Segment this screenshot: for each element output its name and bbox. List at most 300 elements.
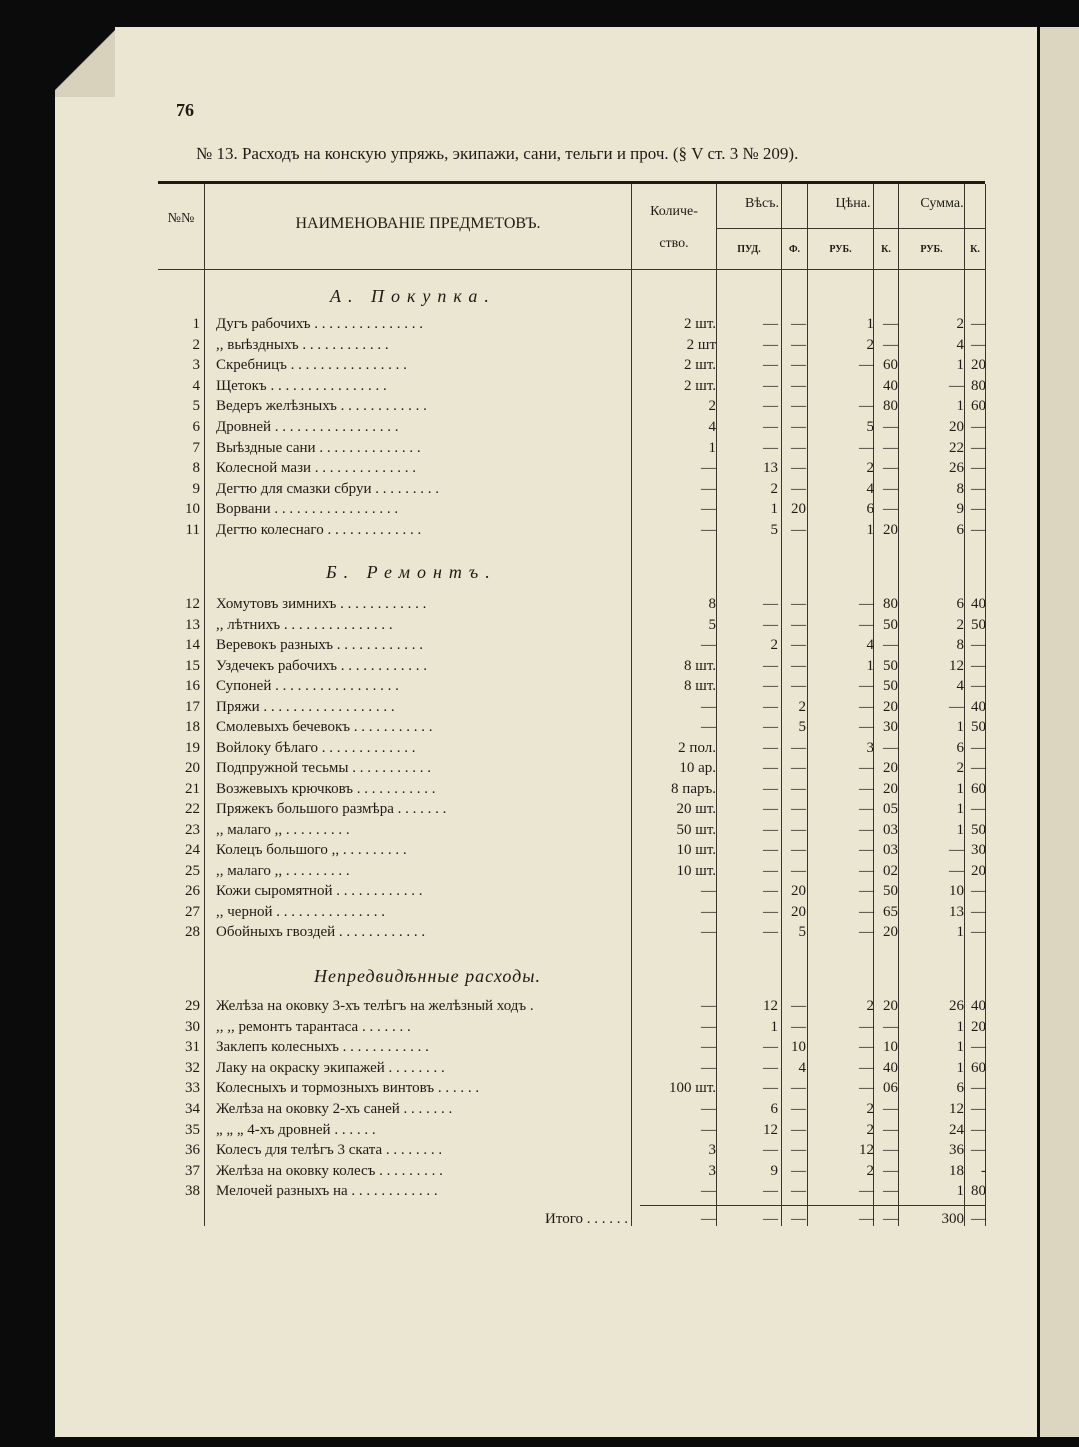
- row-number: 32: [185, 1059, 200, 1076]
- total-price-rub: —: [859, 1211, 874, 1227]
- item-sum-k: 80: [971, 1183, 986, 1200]
- item-price-k: —: [883, 460, 898, 477]
- item-sum-k: —: [971, 419, 986, 435]
- item-weight-pud: —: [763, 616, 778, 633]
- total-qty: —: [701, 1211, 716, 1227]
- item-name: Уздечекъ рабочихъ . . . . . . . . . . . .: [216, 657, 428, 674]
- item-weight-f: —: [791, 1142, 806, 1159]
- item-weight-f: —: [791, 739, 806, 756]
- item-weight-pud: —: [763, 439, 778, 456]
- section-heading-unforeseen: Непредвидѣнные расходы.: [314, 966, 541, 986]
- item-weight-pud: —: [763, 821, 778, 838]
- table-row: [158, 996, 985, 1016]
- item-weight-f: —: [791, 1121, 806, 1138]
- item-sum-rub: —: [949, 842, 964, 858]
- item-weight-f: —: [791, 357, 806, 374]
- item-qty: 50 шт.: [676, 821, 716, 838]
- item-qty: 8 шт.: [684, 678, 716, 694]
- table-row: [158, 676, 985, 696]
- item-qty: —: [701, 719, 716, 735]
- item-name: ,, выѣздныхъ . . . . . . . . . . . .: [216, 336, 389, 353]
- item-name: Хомутовъ зимнихъ . . . . . . . . . . . .: [216, 596, 427, 612]
- item-price-k: 50: [883, 657, 898, 674]
- item-price-k: —: [883, 739, 898, 756]
- table-row: [158, 1099, 985, 1119]
- item-sum-rub: 4: [956, 336, 964, 353]
- item-qty: 100 шт.: [669, 1080, 716, 1097]
- item-qty: 2 пол.: [678, 739, 716, 756]
- table-row: [158, 520, 985, 540]
- row-number: 22: [185, 801, 200, 817]
- item-sum-rub: 1: [956, 821, 964, 838]
- item-weight-f: 5: [798, 719, 806, 735]
- item-weight-pud: —: [763, 377, 778, 394]
- item-name: Пряжи . . . . . . . . . . . . . . . . . .: [216, 698, 395, 715]
- item-sum-k: —: [971, 480, 986, 497]
- item-sum-rub: —: [949, 698, 964, 715]
- item-price-rub: —: [859, 678, 874, 694]
- item-price-rub: —: [859, 862, 874, 879]
- item-weight-f: —: [791, 460, 806, 477]
- item-weight-f: —: [791, 316, 806, 332]
- item-weight-f: —: [791, 678, 806, 694]
- item-weight-pud: —: [763, 678, 778, 694]
- item-sum-k: 40: [971, 596, 986, 612]
- item-weight-pud: 12: [763, 1121, 778, 1138]
- item-weight-pud: 1: [770, 501, 778, 518]
- item-price-k: 60: [883, 357, 898, 374]
- section-heading-purchase: А. Покупка.: [330, 286, 496, 306]
- next-page-edge: [1040, 27, 1079, 1437]
- item-name: Желѣза на оковку колесъ . . . . . . . . .: [216, 1162, 443, 1179]
- table-row: [158, 697, 985, 717]
- table-row: [158, 458, 985, 478]
- table-row: [158, 335, 985, 355]
- row-number: 7: [192, 439, 200, 456]
- item-name: Дегтю колеснаго . . . . . . . . . . . . .: [216, 522, 422, 538]
- item-weight-pud: 1: [770, 1018, 778, 1035]
- item-price-k: 06: [883, 1080, 898, 1097]
- item-name: Колесъ для телѣгъ 3 ската . . . . . . . .: [216, 1142, 443, 1159]
- item-sum-rub: 12: [949, 1101, 964, 1117]
- item-qty: 2 шт.: [684, 377, 716, 394]
- item-price-rub: —: [859, 1080, 874, 1097]
- item-qty: 4: [708, 419, 716, 435]
- item-name: Войлоку бѣлаго . . . . . . . . . . . . .: [216, 739, 416, 756]
- item-sum-rub: 1: [956, 719, 964, 735]
- item-weight-f: —: [791, 398, 806, 415]
- item-price-k: —: [883, 1142, 898, 1159]
- item-price-rub: —: [859, 357, 874, 374]
- item-sum-k: —: [971, 903, 986, 920]
- item-price-rub: 12: [859, 1142, 874, 1159]
- item-sum-rub: 1: [956, 1059, 964, 1076]
- item-price-rub: 4: [866, 637, 874, 653]
- total-price-k: —: [883, 1211, 898, 1227]
- item-price-k: 02: [883, 862, 898, 879]
- item-qty: —: [701, 1039, 716, 1056]
- item-sum-rub: 1: [956, 357, 964, 374]
- table-row: [158, 594, 985, 614]
- item-sum-k: 50: [971, 616, 986, 633]
- item-name: Возжевыхъ крючковъ . . . . . . . . . . .: [216, 780, 436, 797]
- row-number: 35: [185, 1121, 200, 1138]
- table-row: [158, 902, 985, 922]
- item-price-k: 50: [883, 883, 898, 899]
- row-number: 2: [192, 336, 200, 353]
- item-weight-pud: —: [763, 924, 778, 940]
- row-number: 18: [185, 719, 200, 735]
- item-price-rub: —: [859, 1039, 874, 1056]
- item-price-rub: —: [859, 596, 874, 612]
- item-name: Колецъ большого ,, . . . . . . . . .: [216, 842, 407, 858]
- item-price-k: 20: [883, 780, 898, 797]
- item-qty: —: [701, 1018, 716, 1035]
- item-price-rub: —: [859, 1183, 874, 1200]
- item-qty: 1: [708, 439, 716, 456]
- table-row: [158, 758, 985, 778]
- total-row: [158, 1209, 985, 1229]
- header-f: Ф.: [788, 244, 801, 255]
- item-qty: 2 шт.: [684, 357, 716, 374]
- table-row: [158, 717, 985, 737]
- item-sum-k: —: [971, 637, 986, 653]
- table-row: [158, 799, 985, 819]
- row-number: 5: [192, 398, 200, 415]
- item-price-rub: 2: [866, 336, 874, 353]
- item-name: Дугъ рабочихъ . . . . . . . . . . . . . . .: [216, 316, 424, 332]
- row-number: 38: [185, 1183, 200, 1200]
- table-row: [158, 1120, 985, 1140]
- item-weight-f: —: [791, 377, 806, 394]
- header-weight: Вѣсъ.: [745, 196, 779, 211]
- table-row: [158, 396, 985, 416]
- item-price-k: 20: [883, 698, 898, 715]
- item-sum-rub: 26: [949, 460, 964, 477]
- item-weight-pud: —: [763, 357, 778, 374]
- row-number: 26: [185, 883, 200, 899]
- item-weight-pud: —: [763, 1039, 778, 1056]
- item-sum-rub: —: [949, 862, 964, 879]
- table-row: [158, 1078, 985, 1098]
- table-row: [158, 376, 985, 396]
- table-row: [158, 656, 985, 676]
- header-num: №№: [167, 211, 195, 226]
- item-weight-f: —: [791, 760, 806, 776]
- row-number: 16: [185, 678, 200, 694]
- item-weight-f: —: [791, 1162, 806, 1179]
- item-price-rub: 2: [866, 1101, 874, 1117]
- item-weight-f: —: [791, 821, 806, 838]
- table-row: [158, 738, 985, 758]
- item-weight-f: 4: [798, 1059, 806, 1076]
- item-qty: —: [701, 637, 716, 653]
- folded-corner: [55, 27, 115, 97]
- item-sum-rub: 22: [949, 439, 964, 456]
- row-number: 13: [185, 616, 200, 633]
- item-price-rub: —: [859, 760, 874, 776]
- item-sum-rub: 1: [956, 924, 964, 940]
- table-row: [158, 1140, 985, 1160]
- item-name: „ „ „ 4-хъ дровней . . . . . .: [216, 1121, 376, 1138]
- header-pud: ПУД.: [737, 244, 761, 255]
- item-weight-f: 20: [791, 903, 806, 920]
- item-qty: 2: [708, 398, 716, 415]
- header-bottom-rule: [158, 269, 985, 270]
- item-price-k: 20: [883, 522, 898, 538]
- item-name: Ведеръ желѣзныхъ . . . . . . . . . . . .: [216, 398, 427, 415]
- item-sum-k: —: [971, 760, 986, 776]
- item-price-rub: 5: [866, 419, 874, 435]
- item-sum-k: -: [981, 1162, 986, 1179]
- table-row: [158, 1037, 985, 1057]
- item-price-rub: 4: [866, 480, 874, 497]
- item-weight-pud: —: [763, 596, 778, 612]
- row-number: 29: [185, 998, 200, 1014]
- item-price-k: 65: [883, 903, 898, 920]
- item-weight-pud: —: [763, 842, 778, 858]
- item-weight-f: —: [791, 596, 806, 612]
- item-weight-pud: —: [763, 419, 778, 435]
- item-weight-pud: —: [763, 336, 778, 353]
- item-price-rub: 3: [866, 739, 874, 756]
- row-number: 23: [185, 821, 200, 838]
- item-sum-rub: 2: [956, 316, 964, 332]
- item-name: ,, малаго ,, . . . . . . . . .: [216, 862, 350, 879]
- item-price-k: —: [883, 439, 898, 456]
- item-sum-k: —: [971, 336, 986, 353]
- item-price-rub: —: [859, 801, 874, 817]
- item-price-rub: —: [859, 698, 874, 715]
- row-number: 31: [185, 1039, 200, 1056]
- item-qty: 8 паръ.: [671, 780, 716, 797]
- item-sum-k: 50: [971, 719, 986, 735]
- item-price-rub: —: [859, 780, 874, 797]
- item-weight-pud: 12: [763, 998, 778, 1014]
- item-sum-k: —: [971, 657, 986, 674]
- item-qty: 8 шт.: [684, 657, 716, 674]
- row-number: 27: [185, 903, 200, 920]
- item-qty: —: [701, 1059, 716, 1076]
- item-price-k: 03: [883, 842, 898, 858]
- row-number: 21: [185, 780, 200, 797]
- item-weight-f: —: [791, 780, 806, 797]
- item-name: Заклепъ колесныхъ . . . . . . . . . . . .: [216, 1039, 429, 1056]
- item-qty: 5: [708, 616, 716, 633]
- item-sum-k: —: [971, 316, 986, 332]
- item-weight-pud: —: [763, 903, 778, 920]
- item-price-k: 05: [883, 801, 898, 817]
- item-price-rub: —: [859, 842, 874, 858]
- item-sum-k: —: [971, 1142, 986, 1159]
- item-weight-f: —: [791, 862, 806, 879]
- item-sum-k: —: [971, 883, 986, 899]
- item-price-rub: 6: [866, 501, 874, 518]
- header-sum: Сумма.: [920, 196, 964, 211]
- item-weight-f: —: [791, 1101, 806, 1117]
- item-price-rub: —: [859, 719, 874, 735]
- item-sum-k: —: [971, 739, 986, 756]
- table-row: [158, 1058, 985, 1078]
- item-weight-pud: —: [763, 780, 778, 797]
- item-sum-k: —: [971, 1101, 986, 1117]
- item-weight-f: 20: [791, 501, 806, 518]
- total-pud: —: [763, 1211, 778, 1227]
- item-price-k: —: [883, 316, 898, 332]
- item-sum-rub: 8: [956, 637, 964, 653]
- item-sum-rub: —: [949, 377, 964, 394]
- item-name: ,, лѣтнихъ . . . . . . . . . . . . . . .: [216, 616, 393, 633]
- table-row: [158, 1161, 985, 1181]
- item-sum-k: 20: [971, 862, 986, 879]
- row-number: 11: [185, 522, 200, 538]
- item-weight-f: 10: [791, 1039, 806, 1056]
- table-row: [158, 314, 985, 334]
- row-number: 1: [192, 316, 200, 332]
- row-number: 30: [185, 1018, 200, 1035]
- row-number: 15: [185, 657, 200, 674]
- page-title: № 13. Расходъ на конскую упряжь, экипажи, сани, тельги и проч. (§ V ст. 3 № 209).: [196, 144, 799, 163]
- item-sum-k: 60: [971, 398, 986, 415]
- item-qty: 20 шт.: [676, 801, 716, 817]
- table-row: [158, 438, 985, 458]
- item-sum-rub: 9: [956, 501, 964, 518]
- item-price-rub: 1: [866, 316, 874, 332]
- item-weight-pud: 6: [770, 1101, 778, 1117]
- item-sum-rub: 24: [949, 1121, 964, 1138]
- item-name: Веревокъ разныхъ . . . . . . . . . . . .: [216, 637, 423, 653]
- table-row: [158, 355, 985, 375]
- row-number: 12: [185, 596, 200, 612]
- item-sum-rub: 6: [956, 596, 964, 612]
- row-number: 20: [185, 760, 200, 776]
- item-name: Смолевыхъ бечевокъ . . . . . . . . . . .: [216, 719, 433, 735]
- item-price-rub: 2: [866, 1121, 874, 1138]
- table-row: [158, 820, 985, 840]
- item-sum-k: 40: [971, 698, 986, 715]
- item-sum-rub: 36: [949, 1142, 964, 1159]
- row-number: 24: [185, 842, 200, 858]
- item-sum-rub: 4: [956, 678, 964, 694]
- header-name: НАИМЕНОВАНIЕ ПРЕДМЕТОВЪ.: [295, 215, 541, 232]
- item-sum-rub: 1: [956, 801, 964, 817]
- table-row: [158, 499, 985, 519]
- item-sum-rub: 1: [956, 398, 964, 415]
- item-price-k: —: [883, 1183, 898, 1200]
- item-sum-k: 60: [971, 1059, 986, 1076]
- row-number: 3: [192, 357, 200, 374]
- item-weight-f: —: [791, 1080, 806, 1097]
- item-price-k: —: [883, 480, 898, 497]
- table-row: [158, 861, 985, 881]
- total-label: Итого . . . . . .: [545, 1211, 628, 1227]
- total-f: —: [791, 1211, 806, 1227]
- item-sum-k: —: [971, 678, 986, 694]
- item-name: Кожи сыромятной . . . . . . . . . . . .: [216, 883, 423, 899]
- item-price-rub: 2: [866, 1162, 874, 1179]
- item-price-k: 30: [883, 719, 898, 735]
- item-price-k: 40: [883, 377, 898, 394]
- total-rule: [640, 1205, 985, 1206]
- item-weight-pud: 13: [763, 460, 778, 477]
- item-weight-f: —: [791, 616, 806, 633]
- item-name: ,, малаго ,, . . . . . . . . .: [216, 821, 350, 838]
- item-qty: —: [701, 480, 716, 497]
- row-number: 37: [185, 1162, 200, 1179]
- item-weight-f: —: [791, 439, 806, 456]
- item-qty: 8: [708, 596, 716, 612]
- item-weight-pud: —: [763, 316, 778, 332]
- item-price-k: —: [883, 1018, 898, 1035]
- item-weight-pud: —: [763, 657, 778, 674]
- item-weight-pud: —: [763, 760, 778, 776]
- item-price-k: —: [883, 1101, 898, 1117]
- item-weight-f: 2: [798, 698, 806, 715]
- item-qty: 10 шт.: [676, 862, 716, 879]
- item-weight-pud: —: [763, 739, 778, 756]
- item-price-rub: —: [859, 903, 874, 920]
- item-qty: 3: [708, 1142, 716, 1159]
- item-sum-rub: 12: [949, 657, 964, 674]
- item-sum-k: —: [971, 460, 986, 477]
- table-row: [158, 779, 985, 799]
- item-weight-pud: —: [763, 883, 778, 899]
- item-weight-pud: 2: [770, 637, 778, 653]
- item-sum-k: —: [971, 1080, 986, 1097]
- item-name: Лаку на окраску экипажей . . . . . . . .: [216, 1059, 445, 1076]
- item-weight-f: —: [791, 842, 806, 858]
- item-sum-k: 80: [971, 377, 986, 394]
- item-sum-k: —: [971, 522, 986, 538]
- header-qty-line2: ство.: [659, 236, 689, 251]
- item-name: Супоней . . . . . . . . . . . . . . . . .: [216, 678, 399, 694]
- item-sum-k: 50: [971, 821, 986, 838]
- item-price-k: —: [883, 419, 898, 435]
- item-name: Скребницъ . . . . . . . . . . . . . . . .: [216, 357, 407, 374]
- item-qty: 10 шт.: [676, 842, 716, 858]
- row-number: 6: [192, 419, 200, 435]
- item-name: ,, ,, ремонтъ тарантаса . . . . . . .: [216, 1018, 411, 1035]
- item-sum-rub: 6: [956, 739, 964, 756]
- item-sum-rub: 13: [949, 903, 964, 920]
- item-name: Мелочей разныхъ на . . . . . . . . . . . .: [216, 1183, 438, 1200]
- total-sum-rub: 300: [941, 1211, 964, 1227]
- row-number: 25: [185, 862, 200, 879]
- item-weight-pud: —: [763, 1059, 778, 1076]
- item-price-k: 50: [883, 616, 898, 633]
- item-qty: —: [701, 903, 716, 920]
- item-weight-f: 20: [791, 883, 806, 899]
- header-sum-k: К.: [970, 244, 980, 255]
- item-sum-k: —: [971, 1039, 986, 1056]
- item-weight-pud: 9: [770, 1162, 778, 1179]
- row-number: 19: [185, 739, 200, 756]
- item-weight-pud: —: [763, 698, 778, 715]
- page-number: 76: [176, 100, 194, 120]
- table-row: [158, 922, 985, 942]
- item-weight-f: —: [791, 998, 806, 1014]
- item-qty: 2 шт: [686, 336, 716, 353]
- item-price-k: 50: [883, 678, 898, 694]
- item-qty: —: [701, 883, 716, 899]
- table-row: [158, 635, 985, 655]
- row-number: 8: [192, 460, 200, 477]
- item-weight-pud: —: [763, 1080, 778, 1097]
- item-name: Дегтю для смазки сбруи . . . . . . . . .: [216, 480, 440, 497]
- header-price: Цѣна.: [835, 196, 871, 211]
- item-price-k: 20: [883, 998, 898, 1014]
- expense-table: [158, 181, 985, 184]
